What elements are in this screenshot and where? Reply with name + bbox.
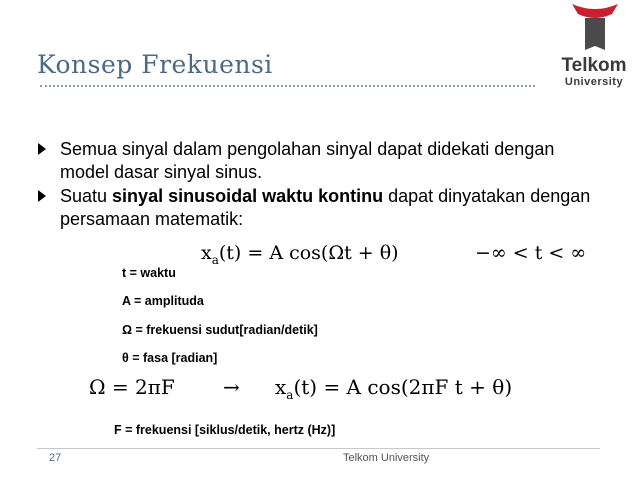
page-number: 27 <box>49 452 62 464</box>
title-underline <box>40 85 535 87</box>
definition-t: t = waktu <box>122 266 176 280</box>
bullet-arrow-icon <box>38 143 46 155</box>
definition-omega: Ω = frekuensi sudut[radian/detik] <box>122 323 318 337</box>
definition-theta: θ = fasa [radian] <box>122 351 218 365</box>
equation2-rhs <box>275 375 512 402</box>
bullet-list <box>38 138 598 232</box>
bullet-item-2 <box>38 185 598 231</box>
bullet-text: Semua sinyal dalam pengolahan sinyal dapat didekati dengan model dasar sinyal sinus. <box>60 139 555 182</box>
equation-lhs: x <box>201 242 212 264</box>
equation-rhs: (t) = A cos(Ωt + θ) <box>218 242 399 264</box>
bullet-arrow-icon <box>38 190 46 202</box>
equation2-rest: (t) = A cos(2πF t + θ) <box>293 375 513 399</box>
sinusoid-equation <box>187 235 597 275</box>
bullet-text-post: dapat dinyatakan dengan persamaan matematik: <box>60 186 591 229</box>
frequency-definition: F = frekuensi [siklus/detik, hertz (Hz)] <box>114 423 336 437</box>
equation-range: −∞ < t < ∞ <box>475 242 587 264</box>
bullet-text-pre: Suatu <box>60 186 113 206</box>
footer-label: Telkom University <box>343 452 430 464</box>
equation-subscript: a <box>211 252 219 267</box>
definition-a: A = amplituda <box>122 294 204 308</box>
footer-divider <box>37 448 600 449</box>
equation2-subscript: a <box>286 388 294 402</box>
logo-wordmark <box>552 56 636 88</box>
bullet-item-1 <box>38 138 598 184</box>
equation-main <box>201 242 399 267</box>
bullet-text-bold: sinyal sinusoidal waktu kontinu <box>112 186 384 206</box>
logo-line1: Telkom <box>561 55 627 76</box>
slide-title: Konsep Frekuensi <box>37 50 273 79</box>
omega-relation: Ω = 2πF <box>89 375 175 399</box>
frequency-equation <box>75 369 545 407</box>
arrow-icon: → <box>223 375 240 399</box>
logo-line2: University <box>564 76 624 88</box>
equation2-x: x <box>275 375 287 399</box>
